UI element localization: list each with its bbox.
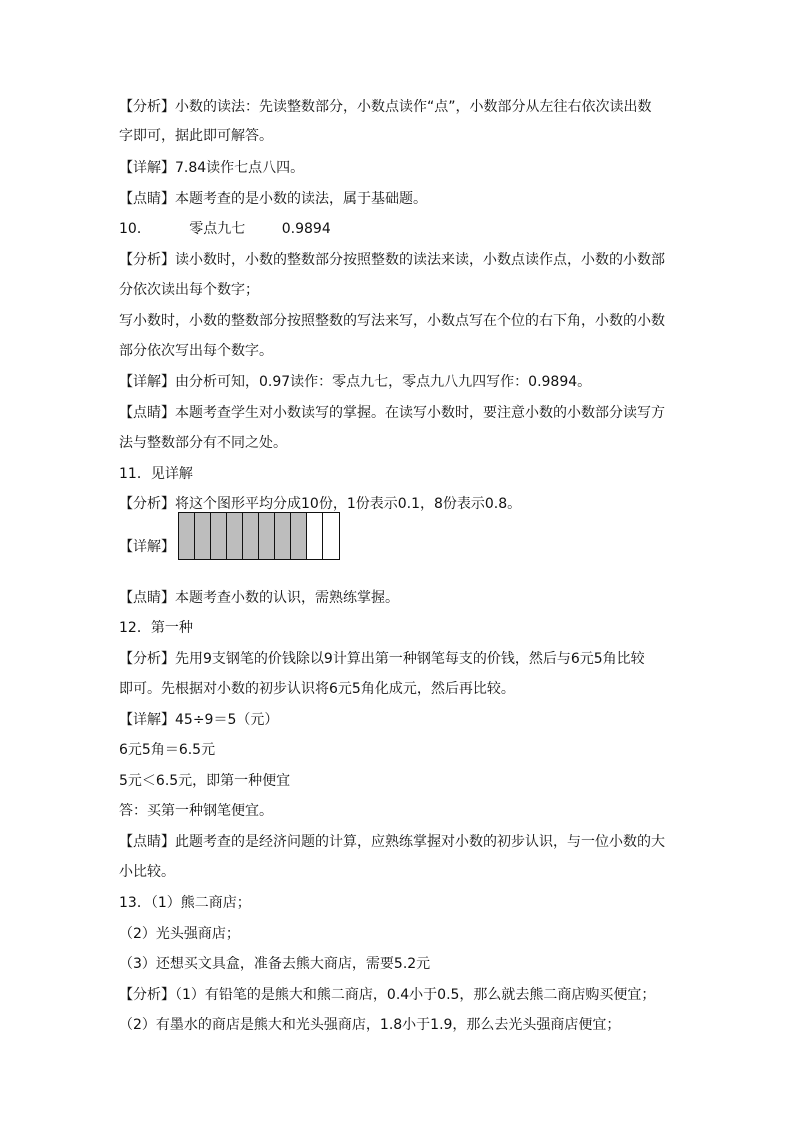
empty-cell [307,513,323,559]
text-line: 小比较。 [119,864,175,880]
answer-reading: 零点九七 [189,221,246,237]
question-12-heading: 12．第一种 [119,620,193,636]
shaded-cell [291,513,307,559]
empty-cell [323,513,339,559]
text-line: 【点睛】本题考查学生对小数读写的掌握。在读写小数时，要注意小数的小数部分读写方 [119,405,665,421]
text-line: 【分析】先用9支钢笔的价钱除以9计算出第一种钢笔每支的价钱，然后与6元5角比较 [119,651,645,667]
shaded-cell [259,513,275,559]
text-line: 即可。先根据对小数的初步认识将6元5角化成元，然后再比较。 [119,681,515,697]
question-13-heading: 13．（1）熊二商店； [119,895,251,911]
shaded-cell [179,513,195,559]
shaded-cell [211,513,227,559]
detail-label: 【详解】 [119,539,175,555]
text-line: 【详解】7.84读作七点八四。 [119,160,305,176]
text-line: 6元5角＝6.5元 [119,742,216,758]
text-line: 【点睛】本题考查的是小数的读法，属于基础题。 [119,191,427,207]
text-line: 部分依次写出每个数字。 [119,343,273,359]
text-line: 答：买第一种钢笔便宜。 [119,803,273,819]
text-line: 字即可，据此即可解答。 [119,128,273,144]
text-line: 5元＜6.5元，即第一种便宜 [119,773,291,789]
text-line: 【详解】由分析可知，0.97读作：零点九七，零点九八九四写作：0.9894。 [119,374,592,390]
shaded-cell [275,513,291,559]
text-line: 【点睛】本题考查小数的认识，需熟练掌握。 [119,590,399,606]
text-line: 法与整数部分有不同之处。 [119,435,287,451]
text-line: 分依次读出每个数字； [119,282,259,298]
decimal-grid-figure [178,512,340,560]
question-number: 10． [119,221,151,237]
text-line: （3）还想买文具盒，准备去熊大商店，需要5.2元 [119,956,431,972]
answer-number: 0.9894 [281,221,331,237]
shaded-cell [243,513,259,559]
text-line: 【点睛】此题考查的是经济问题的计算，应熟练掌握对小数的初步认识，与一位小数的大 [119,834,665,850]
shaded-cell [195,513,211,559]
text-line: 【详解】45÷9＝5（元） [119,712,279,728]
text-line: 【分析】（1）有铅笔的是熊大和熊二商店，0.4小于0.5，那么就去熊二商店购买便宜； [119,987,656,1003]
text-line: 【分析】将这个图形平均分成10份，1份表示0.1，8份表示0.8。 [119,496,522,512]
text-line: 【分析】小数的读法：先读整数部分，小数点读作“点”，小数部分从左往右依次读出数 [119,99,652,115]
question-11-heading: 11．见详解 [119,466,193,482]
shaded-cell [227,513,243,559]
text-line: （2）光头强商店； [119,926,240,942]
text-line: 写小数时，小数的整数部分按照整数的写法来写，小数点写在个位的右下角，小数的小数 [119,313,665,329]
text-line: （2）有墨水的商店是熊大和光头强商店，1.8小于1.9，那么去光头强商店便宜； [119,1017,621,1033]
question-10-line [119,220,331,238]
text-line: 【分析】读小数时，小数的整数部分按照整数的读法来读，小数点读作点，小数的小数部 [119,252,665,268]
